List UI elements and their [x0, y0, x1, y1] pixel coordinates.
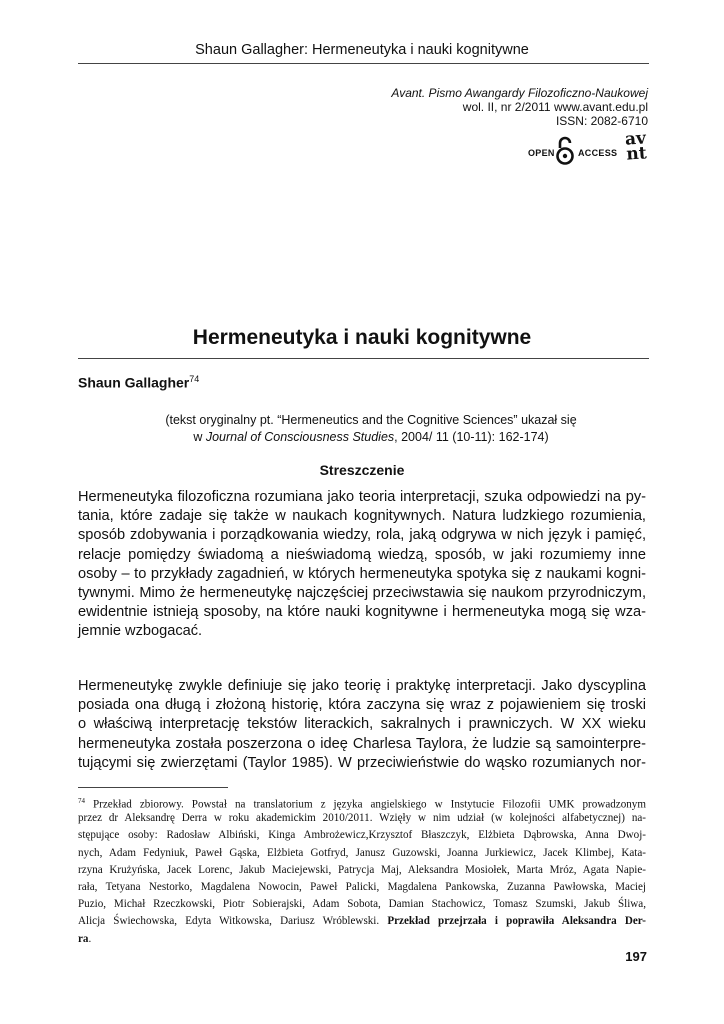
body-line: hermeneutyka została poszerzona o ideę Charlesa Taylora, że ludzie są samointerpre-	[78, 735, 646, 752]
title-rule	[78, 358, 649, 359]
open-access-lock-icon	[555, 136, 575, 166]
abstract-line: ewidentnie istnieją sposoby, na które nauki kognitywne i hermeneutyka mogą się wza-	[78, 604, 646, 621]
footnote-line: $^{74}$ Przekład zbiorowy. Powstał na translatorium z języka angielskiego w Instytucie Filozofii UMK prowadzonym	[78, 797, 646, 811]
footnote-bold-note: Przekład przejrzała i poprawiła Aleksandra Der-	[387, 915, 646, 928]
abstract-line: tania, które zadaje się także w naukach kognitywnych. Natura ludzkiego rozumienia,	[78, 508, 646, 525]
footnote-line: Puzio, Michał Rzeczkowski, Piotr Sobierajski, Adam Sobota, Damian Stachowicz, Tomasz Szumski, Jakub Śliwa,	[78, 898, 646, 911]
abstract-line: jemnie wzbogacać.	[78, 623, 203, 640]
journal-info	[391, 86, 648, 128]
footnote-rule	[78, 787, 228, 788]
author-footnote-ref[interactable]: 74	[189, 374, 200, 384]
footnote-line: rała, Tetyana Nestorko, Magdalena Nowocin, Paweł Palicki, Magdalena Pankowska, Zuzanna Pawłowska, Maciej	[78, 880, 646, 893]
journal-volume: wol. II, nr 2/2011 www.avant.edu.pl	[462, 100, 648, 114]
body-line: tującymi się zwierzętami (Taylor 1985). W przeciwieństwie do wąsko rozumianych nor-	[78, 754, 646, 771]
original-text-note	[140, 412, 602, 446]
footnote	[78, 793, 646, 948]
article-title: Hermeneutyka i nauki kognitywne	[192, 326, 532, 349]
body-paragraph	[78, 677, 646, 773]
footnote-line: stępujące osoby: Radosław Albiński, Kinga Ambrożewicz,Krzysztof Błaszczyk, Elżbieta Dąbrowska, Anna Dwoj-	[78, 829, 646, 842]
avant-logo: av nt	[624, 128, 648, 165]
footnote-line: Alicja Świechowska, Edyta Witkowska, Dariusz Wróblewski. Przekład przejrzała i poprawiła Aleksandra Der-	[78, 915, 646, 928]
journal-name: Avant. Pismo Awangardy Filozoficzno-Naukowej	[391, 86, 648, 100]
footnote-line: rzyna Krużyńska, Jacek Lorenc, Jakub Maciejewski, Patrycja Maj, Aleksandra Mosiołek, Marta Mróz, Agata Napie-	[78, 863, 646, 876]
abstract-line: osoby – to przykłady zagadnień, w których hermeneutyka spotyka się z naukami kogni-	[78, 565, 646, 582]
running-head: Shaun Gallagher: Hermeneutyka i nauki kognitywne	[195, 42, 529, 58]
abstract-heading: Streszczenie	[319, 462, 405, 478]
open-access-access-label: ACCESS	[578, 148, 618, 158]
body-line: posiada ona długą i złożoną historię, która zaczyna się wraz z pojawieniem się troski	[78, 697, 646, 714]
header-rule	[78, 63, 649, 64]
abstract-paragraph	[78, 488, 646, 642]
abstract-line: relacje pomiędzy świadomą a nieświadomą wiedzą, sposób, w jaki rozumiemy inne	[78, 546, 646, 563]
open-access-open-label: OPEN	[528, 148, 555, 158]
footnote-number: 74	[78, 797, 85, 805]
original-note-line-2: w Journal of Consciousness Studies, 2004/ 11 (10-11): 162-174)	[193, 430, 549, 444]
open-access-badge	[528, 128, 650, 174]
journal-issn: ISSN: 2082-6710	[555, 114, 648, 128]
footnote-line: przez dr Aleksandrę Derra w roku akademickim 2010/2011. Wzięły w nim udział (w kolejności alfabetycznej) na-	[78, 812, 646, 825]
body-line: Hermeneutykę zwykle definiuje się jako teorię i praktykę interpretacji. Jako dyscyplina	[78, 678, 646, 694]
abstract-line: sposób zdobywania i porządkowania wiedzy, rola, jaką odgrywa w nich język i pamięć,	[78, 527, 646, 544]
abstract-line: Hermeneutyka filozoficzna rozumiana jako teoria interpretacji, szuka odpowiedzi na py-	[78, 489, 646, 505]
original-journal-title: Journal of Consciousness Studies	[205, 430, 395, 444]
author-line	[78, 374, 199, 391]
abstract-line: tywnymi. Mimo że hermeneutykę najczęściej przeciwstawia się naukom przyrodniczym,	[78, 584, 646, 601]
body-line: o właściwą interpretację tekstów literackich, sakralnych i prawniczych. W XX wieku	[78, 716, 646, 733]
page-number: 197	[625, 949, 647, 964]
author-name: Shaun Gallagher	[78, 374, 190, 391]
footnote-line: nych, Adam Fedyniuk, Paweł Gąska, Elżbieta Gotfryd, Janusz Guzowski, Joanna Jurkiewicz, Jacek Klimbej, Kata-	[78, 846, 646, 859]
original-note-line-1: (tekst oryginalny pt. “Hermeneutics and the Cognitive Sciences” ukazał się	[165, 413, 577, 427]
footnote-line: ra.	[78, 932, 92, 945]
